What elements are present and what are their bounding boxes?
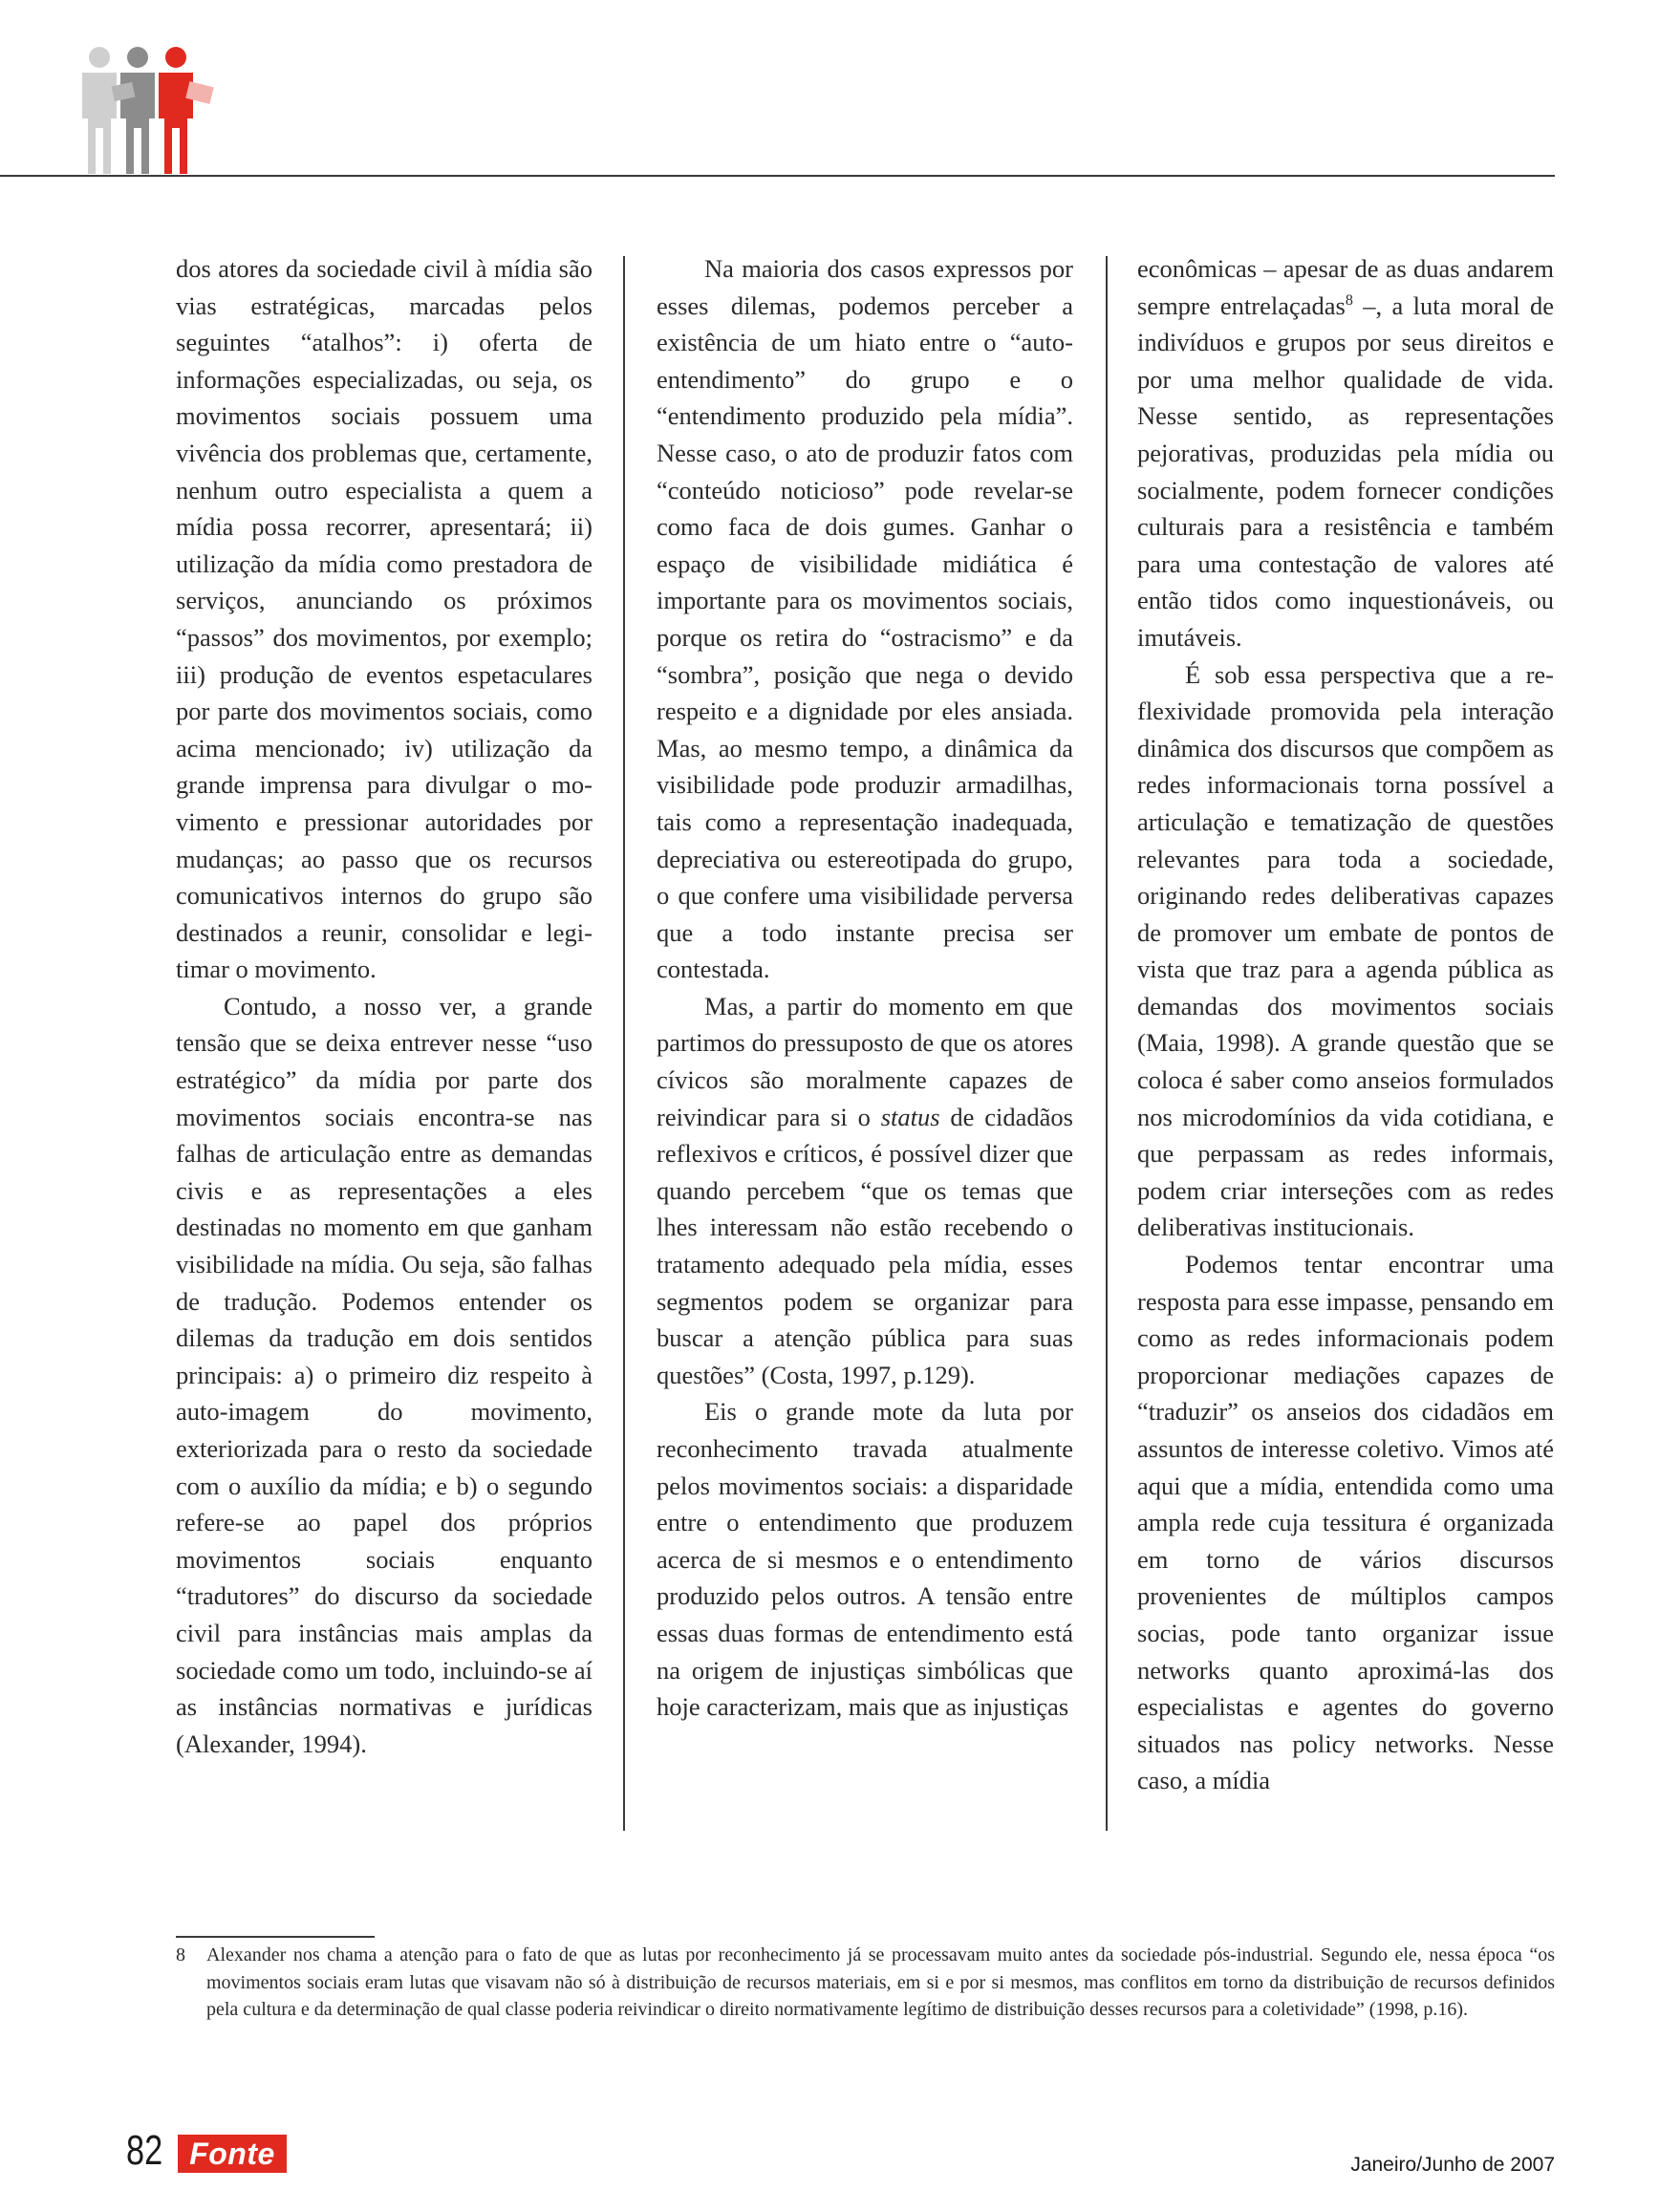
column-divider	[623, 256, 625, 1831]
column-1	[176, 250, 592, 1762]
footnote-ref[interactable]: 8	[1345, 291, 1353, 309]
page-number: 82	[126, 2127, 163, 2174]
paragraph: Podemos tentar encontrar uma resposta para esse impasse, pensando em como as redes informacionais podem proporcionar mediações capazes de “traduzir” os anseios dos cidadãos em assuntos de interesse coletivo. Vimos até aqui que a mídia, entendida como uma ampla rede cuja tessitura é organizada em torno de vários discursos provenientes de múltiplos campos socias, pode tanto organizar issue networks quanto aproximá-las dos especialistas e agentes do governo situados nas policy networks. Nesse caso, a mídia	[1137, 1250, 1554, 1795]
column-divider	[1106, 256, 1108, 1831]
footnote-text: Alexander nos chama a atenção para o fato de que as lutas por reconhecimento já se processavam muito antes da sociedade pós-industrial. Segundo ele, nessa época “os movimentos sociais eram lutas que visavam não só à distribuição de recursos materiais, em si e por si mesmos, mas conflitos em torno da distribuição de recursos definidos pela cultura e da determinação de qual classe poderia reivindicar o direito normativamente legítimo de distribuição desses recursos para a coletividade” (1998, p.16).	[206, 1944, 1555, 2020]
issue-date: Janeiro/Junho de 2007	[1350, 2154, 1555, 2176]
text-run: de cidadãos reflexivos e críticos, é possível dizer que quando percebem “que os temas que lhes interessam não estão recebendo o tratamento adequado pela mídia, esses segmentos podem se organizar para buscar a atenção pública para suas questões” (Costa, 1997, p.129).	[657, 1102, 1073, 1389]
paragraph: Contudo, a nosso ver, a grande tensão que se deixa entrever nesse “uso estratégico” da mídia por parte dos movimentos sociais encontra-se nas falhas de articulação entre as demandas civis e as representações a eles destinadas no momento em que ganham visibilidade na mídia. Ou seja, são falhas de tradução. Podemos entender os dilemas da tradução em dois sentidos principais: a) o primeiro diz respeito à auto-imagem do movimento, exteriorizada para o resto da sociedade com o auxílio da mídia; e b) o segundo refere-se ao papel dos próprios movimentos sociais enquanto “tradutores” do discurso da sociedade civil para instâncias mais amplas da sociedade como um todo, incluindo-se aí as instâncias normativas e jurídicas (Alexander, 1994).	[176, 991, 592, 1758]
footnote	[176, 1942, 1555, 2024]
paragraph: Na maioria dos casos expressos por esses dilemas, podemos perceber a existência de um hiato entre o “auto-entendimento” do grupo e o “entendimento produzido pela mídia”. Nesse caso, o ato de produzir fatos com “conteúdo noticioso” pode revelar-se como faca de dois gumes. Ganhar o espaço de visibilidade midiática é importante para os movimentos sociais, porque os retira do “ostracismo” e da “sombra”, posição que nega o devido respeito e a dignidade por eles ansiada. Mas, ao mesmo tempo, a dinâmica da visibilidade pode produzir armadilhas, tais como a representação inadequada, depreciativa ou estereotipada do grupo, o que confere uma visibilidade perversa que a todo instante precisa ser contestada.	[657, 254, 1073, 984]
paragraph	[1137, 250, 1554, 656]
header-rule	[0, 175, 1555, 177]
text-run: Mas, a partir do momento em que partimos do pressuposto de que os atores cívicos são moralmente capazes de reivindicar para si o	[657, 991, 1073, 1131]
brand-logo: Fonte	[178, 2135, 287, 2173]
three-people-icon	[75, 42, 227, 176]
paragraph	[657, 988, 1073, 1394]
column-3	[1137, 250, 1554, 1799]
text-run: –, a luta moral de indivíduos e grupos por seus direitos e por uma melhor qualidade de vida. Nesse sentido, as representações pejorativas, produzidas pela mídia ou socialmente, podem fornecer condições culturais para a resistência e também para uma contestação de valores até então tidos como inquestionáveis, ou imutáveis.	[1137, 290, 1554, 652]
footnote-rule	[176, 1936, 375, 1938]
italic-term: status	[880, 1102, 940, 1131]
text-run: econômicas – apesar de as duas andarem sempre entrelaçadas	[1137, 254, 1554, 320]
paragraph: É sob essa perspectiva que a reflexividade promovida pela interação dinâmica dos discursos que compõem as redes informacionais torna possível a articulação e tematização de questões relevantes para toda a sociedade, originando redes deliberativas capazes de promover um embate de pontos de vista que traz para a agenda pública as demandas dos movimentos sociais (Maia, 1998). A grande questão que se coloca é saber como anseios formulados nos microdomínios da vida cotidiana, e que perpassam as redes informais, podem criar interseções com as redes deliberativas institucionais.	[1137, 659, 1554, 1242]
paragraph: dos atores da sociedade civil à mídia são vias estratégicas, marcadas pelos seguintes “atalhos”: i) oferta de informações especializadas, ou seja, os movimentos sociais possuem uma vivência dos problemas que, certamente, nenhum outro especialista a quem a mídia possa recorrer, apresentará; ii) utilização da mídia como prestadora de serviços, anunciando os próximos “passos” dos movimentos, por exemplo; iii) produção de eventos espetaculares por parte dos movimentos sociais, como acima mencionado; iv) utilização da grande imprensa para divulgar o movimento e pressionar autoridades por mudanças; ao passo que os recursos comunicativos internos do grupo são destinados a reunir, consolidar e legitimar o movimento.	[176, 254, 592, 984]
paragraph: Eis o grande mote da luta por reconhecimento travada atualmente pelos movimentos sociais: a disparidade entre o entendimento que produzem acerca de si mesmos e o entendimento produzido pelos outros. A tensão entre essas duas formas de entendimento está na origem de injustiças simbólicas que hoje caracterizam, mais que as injustiças	[657, 1397, 1073, 1722]
column-2	[657, 250, 1073, 1726]
footnote-number: 8	[176, 1944, 185, 1965]
